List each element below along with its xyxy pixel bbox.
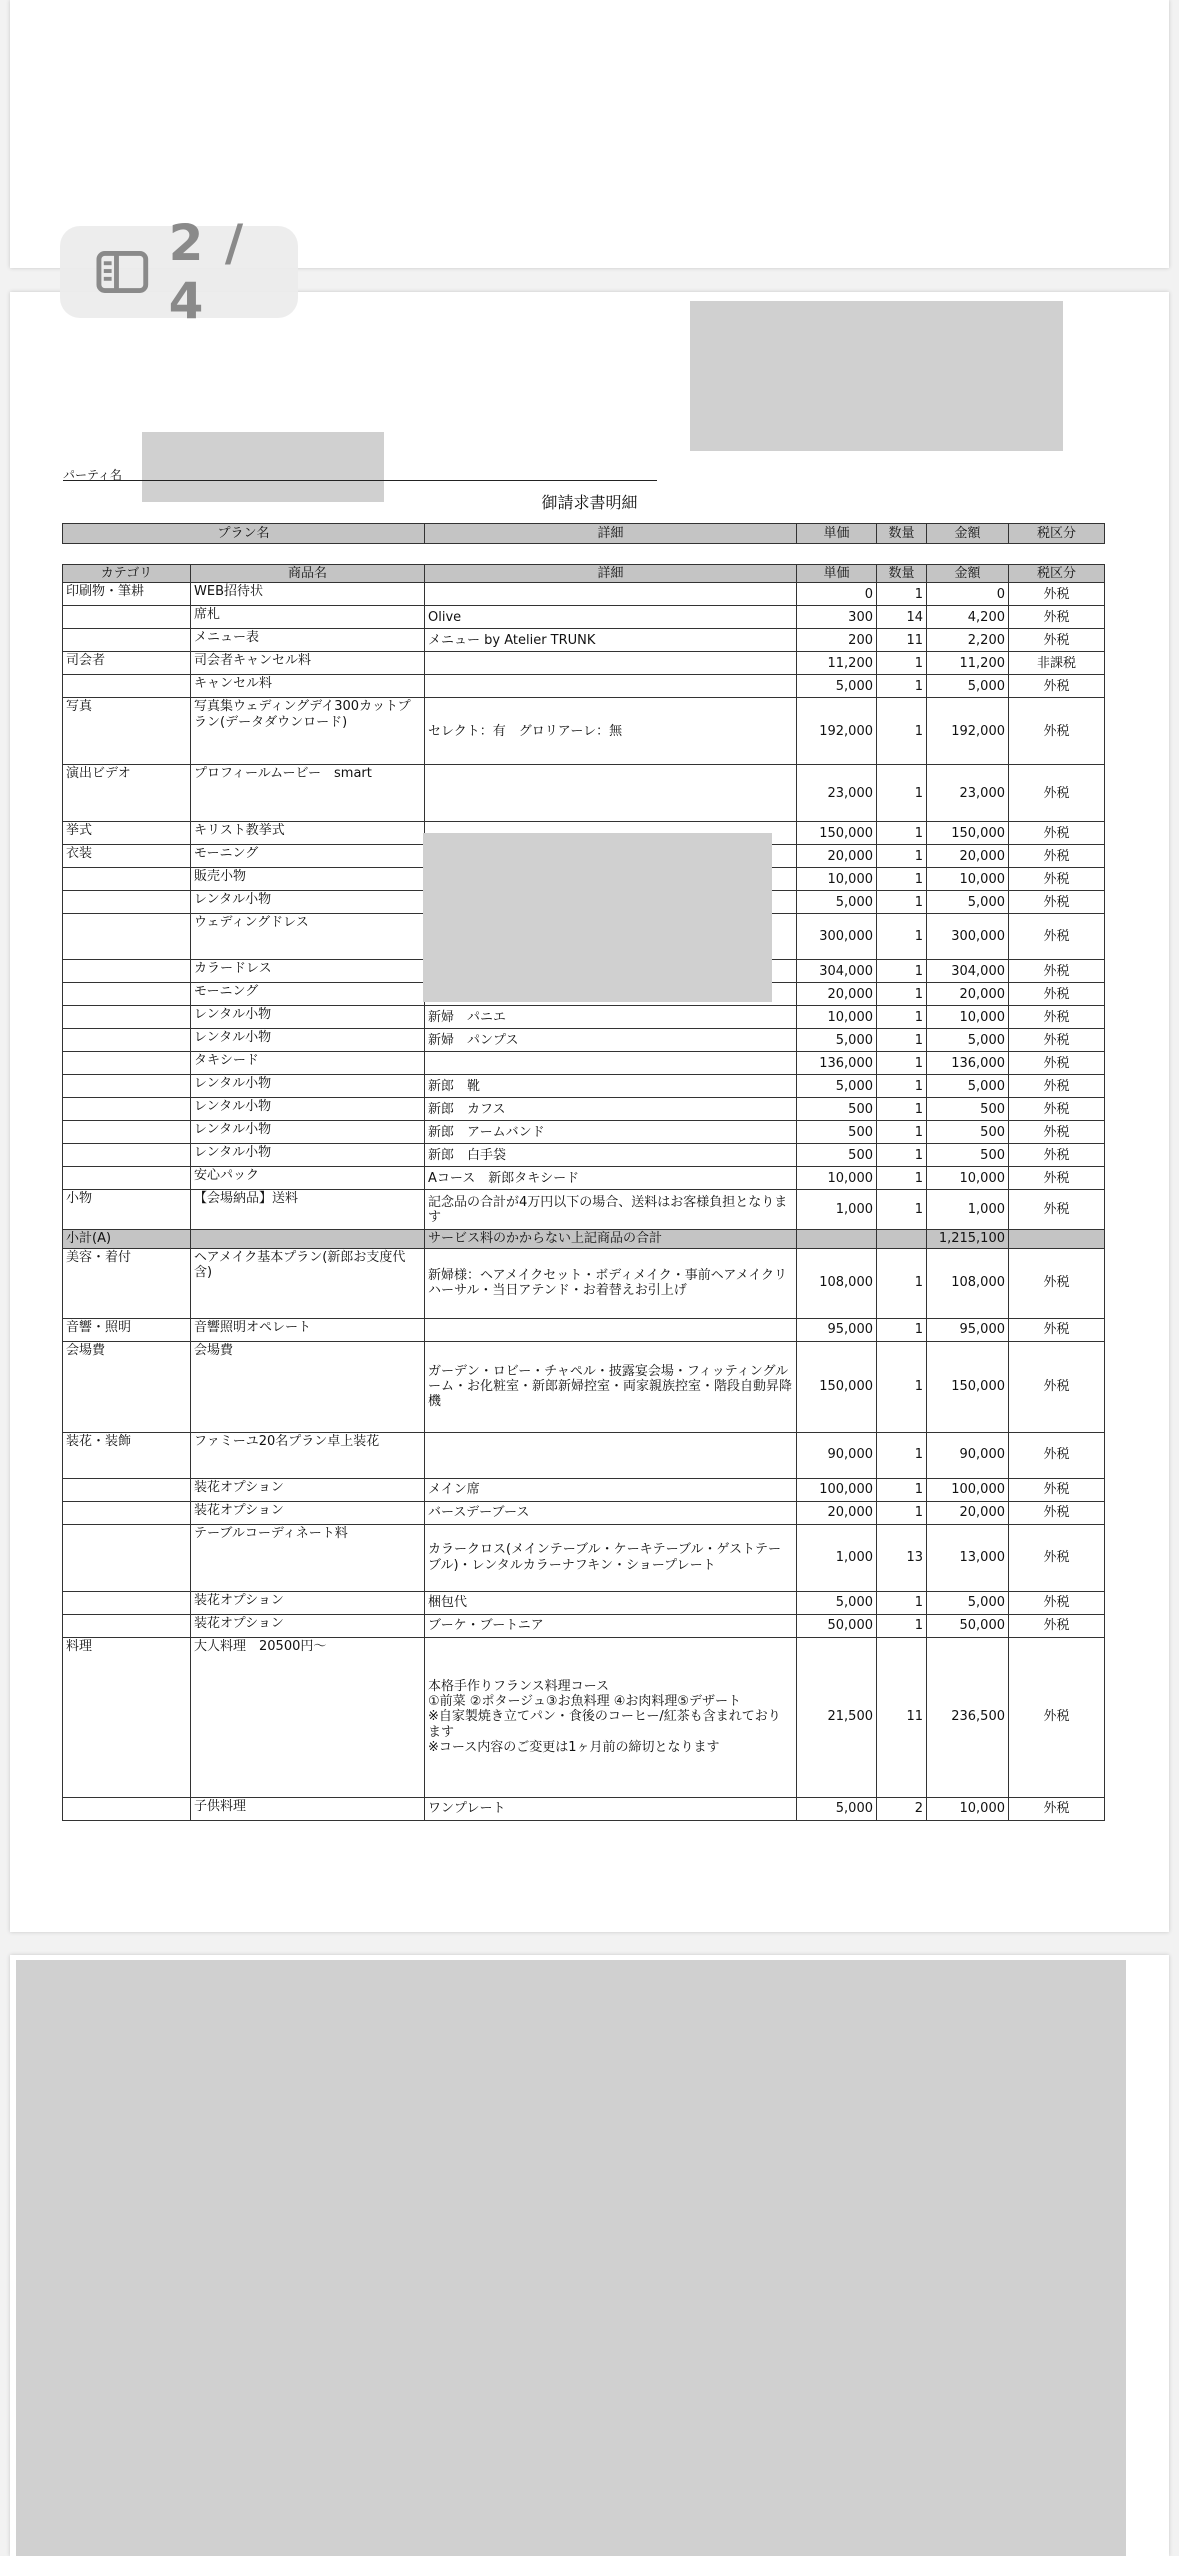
amount-cell: 192,000: [927, 698, 1009, 765]
amount-cell: 4,200: [927, 606, 1009, 629]
product-name-cell: カラードレス: [191, 960, 425, 983]
detail-cell: 新郎 白手袋: [425, 1144, 797, 1167]
detail-cell: [425, 675, 797, 698]
amount-cell: 90,000: [927, 1432, 1009, 1478]
redacted-logo-area: [690, 301, 1063, 451]
unit-price-cell: 10,000: [797, 1006, 877, 1029]
amount-cell: 5,000: [927, 891, 1009, 914]
amount-cell: 10,000: [927, 1167, 1009, 1190]
detail-cell: メニュー by Atelier TRUNK: [425, 629, 797, 652]
table-row: [63, 1006, 1105, 1029]
product-name-cell: モーニング: [191, 983, 425, 1006]
unit-price-cell: 300: [797, 606, 877, 629]
quantity-cell: 1: [877, 960, 927, 983]
table-row: [63, 1524, 1105, 1591]
items-header-cell: 詳細: [425, 565, 797, 583]
category-cell: 印刷物・筆耕: [63, 583, 191, 606]
category-cell: [63, 1591, 191, 1614]
plan-header-cell: 数量: [877, 524, 927, 544]
category-cell: [63, 629, 191, 652]
table-row: [63, 1797, 1105, 1820]
tax-type-cell: 外税: [1009, 1614, 1105, 1637]
unit-price-cell: 192,000: [797, 698, 877, 765]
table-row: [63, 1121, 1105, 1144]
table-row: [63, 1190, 1105, 1230]
category-cell: [63, 960, 191, 983]
product-name-cell: [191, 1230, 425, 1248]
quantity-cell: 1: [877, 1318, 927, 1341]
detail-cell: 梱包代: [425, 1591, 797, 1614]
product-name-cell: 安心パック: [191, 1167, 425, 1190]
tax-type-cell: 外税: [1009, 1144, 1105, 1167]
category-cell: 会場費: [63, 1341, 191, 1432]
tax-type-cell: 外税: [1009, 1797, 1105, 1820]
category-cell: [63, 1006, 191, 1029]
detail-cell: 新郎 靴: [425, 1075, 797, 1098]
amount-cell: 136,000: [927, 1052, 1009, 1075]
unit-price-cell: 50,000: [797, 1614, 877, 1637]
unit-price-cell: 90,000: [797, 1432, 877, 1478]
tax-type-cell: 外税: [1009, 1501, 1105, 1524]
quantity-cell: 13: [877, 1524, 927, 1591]
product-name-cell: 装花オプション: [191, 1614, 425, 1637]
quantity-cell: 1: [877, 1052, 927, 1075]
tax-type-cell: 外税: [1009, 583, 1105, 606]
unit-price-cell: 1,000: [797, 1190, 877, 1230]
unit-price-cell: 108,000: [797, 1248, 877, 1318]
product-name-cell: 装花オプション: [191, 1478, 425, 1501]
product-name-cell: レンタル小物: [191, 891, 425, 914]
detail-cell: [425, 652, 797, 675]
party-name-underline: [63, 480, 657, 481]
detail-cell: ワンプレート: [425, 1797, 797, 1820]
detail-cell: セレクト：有 グロリアーレ：無: [425, 698, 797, 765]
amount-cell: 5,000: [927, 1075, 1009, 1098]
unit-price-cell: 150,000: [797, 1341, 877, 1432]
tax-type-cell: 外税: [1009, 1432, 1105, 1478]
category-cell: [63, 914, 191, 960]
quantity-cell: 1: [877, 1029, 927, 1052]
quantity-cell: 1: [877, 914, 927, 960]
amount-cell: 20,000: [927, 1501, 1009, 1524]
items-header-row: [63, 565, 1105, 583]
plan-header-cell: プラン名: [63, 524, 425, 544]
items-header-cell: カテゴリ: [63, 565, 191, 583]
tax-type-cell: 外税: [1009, 1591, 1105, 1614]
category-cell: 小物: [63, 1190, 191, 1230]
quantity-cell: 1: [877, 1190, 927, 1230]
product-name-cell: モーニング: [191, 845, 425, 868]
detail-cell: カラークロス(メインテーブル・ケーキテーブル・ゲストテーブル)・レンタルカラーナフキン・ショープレート: [425, 1524, 797, 1591]
tax-type-cell: 外税: [1009, 1248, 1105, 1318]
quantity-cell: 1: [877, 1591, 927, 1614]
quantity-cell: [877, 1230, 927, 1248]
tax-type-cell: 外税: [1009, 1167, 1105, 1190]
quantity-cell: 1: [877, 698, 927, 765]
detail-cell: サービス料のかからない上記商品の合計: [425, 1230, 797, 1248]
detail-cell: Olive: [425, 606, 797, 629]
party-name-label: パーティ名: [63, 468, 123, 482]
unit-price-cell: 23,000: [797, 765, 877, 822]
category-cell: [63, 1121, 191, 1144]
product-name-cell: 子供料理: [191, 1797, 425, 1820]
unit-price-cell: 20,000: [797, 1501, 877, 1524]
table-row: [63, 765, 1105, 822]
product-name-cell: ウェディングドレス: [191, 914, 425, 960]
unit-price-cell: 200: [797, 629, 877, 652]
product-name-cell: テーブルコーディネート料: [191, 1524, 425, 1591]
product-name-cell: メニュー表: [191, 629, 425, 652]
category-cell: [63, 1052, 191, 1075]
detail-cell: [425, 765, 797, 822]
tax-type-cell: 外税: [1009, 675, 1105, 698]
amount-cell: 500: [927, 1098, 1009, 1121]
tax-type-cell: 外税: [1009, 891, 1105, 914]
items-header-cell: 税区分: [1009, 565, 1105, 583]
product-name-cell: レンタル小物: [191, 1075, 425, 1098]
plan-header-cell: 金額: [927, 524, 1009, 544]
invoice-document: [10, 292, 1169, 1932]
unit-price-cell: 20,000: [797, 983, 877, 1006]
tax-type-cell: 外税: [1009, 868, 1105, 891]
amount-cell: 500: [927, 1144, 1009, 1167]
tax-type-cell: 外税: [1009, 1006, 1105, 1029]
tax-type-cell: 外税: [1009, 1098, 1105, 1121]
amount-cell: 500: [927, 1121, 1009, 1144]
items-table: [62, 564, 1105, 1821]
product-name-cell: キリスト教挙式: [191, 822, 425, 845]
detail-cell: 新婦 パンプス: [425, 1029, 797, 1052]
product-name-cell: 大人料理 20500円～: [191, 1637, 425, 1797]
page-indicator[interactable]: [60, 214, 298, 330]
current-page[interactable]: [10, 292, 1169, 1932]
category-cell: [63, 1144, 191, 1167]
table-row: [63, 652, 1105, 675]
category-cell: [63, 868, 191, 891]
detail-cell: 本格手作りフランス料理コース ①前菜 ②ポタージュ③お魚料理 ④お肉料理⑤デザート ※自家製焼き立てパン・食後のコーヒー/紅茶も含まれております ※コース内容のご変更は1ヶ月前の締切となります: [425, 1637, 797, 1797]
category-cell: [63, 1614, 191, 1637]
amount-cell: 1,215,100: [927, 1230, 1009, 1248]
redacted-next-page-content: [16, 1960, 1126, 2556]
tax-type-cell: 外税: [1009, 1341, 1105, 1432]
detail-cell: [425, 583, 797, 606]
amount-cell: 300,000: [927, 914, 1009, 960]
tax-type-cell: 外税: [1009, 1478, 1105, 1501]
detail-cell: [425, 1052, 797, 1075]
category-cell: [63, 1797, 191, 1820]
category-cell: 小計(A): [63, 1230, 191, 1248]
tax-type-cell: 外税: [1009, 1075, 1105, 1098]
document-title: 御請求書明細: [541, 493, 638, 512]
tax-type-cell: 外税: [1009, 629, 1105, 652]
tax-type-cell: 外税: [1009, 1190, 1105, 1230]
product-name-cell: レンタル小物: [191, 1029, 425, 1052]
plan-table: [62, 523, 1105, 544]
tax-type-cell: 外税: [1009, 1029, 1105, 1052]
category-cell: [63, 1478, 191, 1501]
tax-type-cell: 外税: [1009, 983, 1105, 1006]
table-row: [63, 1318, 1105, 1341]
category-cell: 挙式: [63, 822, 191, 845]
quantity-cell: 1: [877, 675, 927, 698]
plan-header-cell: 単価: [797, 524, 877, 544]
category-cell: [63, 1075, 191, 1098]
quantity-cell: 1: [877, 1075, 927, 1098]
items-header-cell: 商品名: [191, 565, 425, 583]
category-cell: [63, 1098, 191, 1121]
tax-type-cell: 外税: [1009, 698, 1105, 765]
category-cell: 司会者: [63, 652, 191, 675]
category-cell: [63, 606, 191, 629]
unit-price-cell: 5,000: [797, 1075, 877, 1098]
tax-type-cell: 外税: [1009, 765, 1105, 822]
amount-cell: 10,000: [927, 1797, 1009, 1820]
amount-cell: 2,200: [927, 629, 1009, 652]
unit-price-cell: 300,000: [797, 914, 877, 960]
amount-cell: 23,000: [927, 765, 1009, 822]
quantity-cell: 1: [877, 822, 927, 845]
amount-cell: 236,500: [927, 1637, 1009, 1797]
tax-type-cell: 外税: [1009, 845, 1105, 868]
table-row: [63, 583, 1105, 606]
detail-cell: バースデーブース: [425, 1501, 797, 1524]
product-name-cell: キャンセル料: [191, 675, 425, 698]
tax-type-cell: 外税: [1009, 914, 1105, 960]
product-name-cell: 会場費: [191, 1341, 425, 1432]
category-cell: 演出ビデオ: [63, 765, 191, 822]
category-cell: 衣装: [63, 845, 191, 868]
quantity-cell: 1: [877, 583, 927, 606]
amount-cell: 10,000: [927, 868, 1009, 891]
table-row: [63, 629, 1105, 652]
quantity-cell: 1: [877, 891, 927, 914]
table-row: [63, 1075, 1105, 1098]
amount-cell: 304,000: [927, 960, 1009, 983]
product-name-cell: 音響照明オペレート: [191, 1318, 425, 1341]
product-name-cell: レンタル小物: [191, 1121, 425, 1144]
category-cell: [63, 675, 191, 698]
category-cell: [63, 1524, 191, 1591]
unit-price-cell: 100,000: [797, 1478, 877, 1501]
unit-price-cell: 150,000: [797, 822, 877, 845]
quantity-cell: 14: [877, 606, 927, 629]
quantity-cell: 1: [877, 765, 927, 822]
tax-type-cell: 外税: [1009, 1052, 1105, 1075]
category-cell: [63, 1167, 191, 1190]
product-name-cell: プロフィールムービー smart: [191, 765, 425, 822]
unit-price-cell: 11,200: [797, 652, 877, 675]
table-row: [63, 1341, 1105, 1432]
unit-price-cell: 5,000: [797, 1797, 877, 1820]
detail-cell: [425, 1432, 797, 1478]
tax-type-cell: 外税: [1009, 1318, 1105, 1341]
category-cell: 音響・照明: [63, 1318, 191, 1341]
category-cell: 装花・装飾: [63, 1432, 191, 1478]
product-name-cell: WEB招待状: [191, 583, 425, 606]
amount-cell: 0: [927, 583, 1009, 606]
unit-price-cell: 10,000: [797, 1167, 877, 1190]
table-row: [63, 1144, 1105, 1167]
unit-price-cell: 5,000: [797, 1591, 877, 1614]
tax-type-cell: 外税: [1009, 822, 1105, 845]
category-cell: [63, 1029, 191, 1052]
amount-cell: 20,000: [927, 845, 1009, 868]
detail-cell: 新婦様：ヘアメイクセット・ボディメイク・事前ヘアメイクリハーサル・当日アテンド・お着替えお引上げ: [425, 1248, 797, 1318]
quantity-cell: 1: [877, 1167, 927, 1190]
detail-cell: 記念品の合計が4万円以下の場合、送料はお客様負担となります: [425, 1190, 797, 1230]
tax-type-cell: 外税: [1009, 606, 1105, 629]
category-cell: 写真: [63, 698, 191, 765]
tax-type-cell: [1009, 1230, 1105, 1248]
detail-cell: Aコース 新郎タキシード: [425, 1167, 797, 1190]
quantity-cell: 11: [877, 629, 927, 652]
product-name-cell: ファミーユ20名プラン卓上装花: [191, 1432, 425, 1478]
quantity-cell: 1: [877, 845, 927, 868]
unit-price-cell: 20,000: [797, 845, 877, 868]
amount-cell: 5,000: [927, 1029, 1009, 1052]
product-name-cell: 装花オプション: [191, 1501, 425, 1524]
quantity-cell: 2: [877, 1797, 927, 1820]
table-row: [63, 1248, 1105, 1318]
quantity-cell: 1: [877, 1341, 927, 1432]
plan-header-cell: 税区分: [1009, 524, 1105, 544]
unit-price-cell: 21,500: [797, 1637, 877, 1797]
product-name-cell: 【会場納品】送料: [191, 1190, 425, 1230]
detail-cell: 新婦 パニエ: [425, 1006, 797, 1029]
product-name-cell: レンタル小物: [191, 1144, 425, 1167]
page-number-text: 2 / 4: [168, 214, 246, 330]
quantity-cell: 1: [877, 983, 927, 1006]
quantity-cell: 1: [877, 1501, 927, 1524]
amount-cell: 5,000: [927, 675, 1009, 698]
amount-cell: 50,000: [927, 1614, 1009, 1637]
product-name-cell: 司会者キャンセル料: [191, 652, 425, 675]
unit-price-cell: 304,000: [797, 960, 877, 983]
table-row: [63, 1591, 1105, 1614]
unit-price-cell: 500: [797, 1144, 877, 1167]
product-name-cell: タキシード: [191, 1052, 425, 1075]
tax-type-cell: 外税: [1009, 1121, 1105, 1144]
detail-cell: ブーケ・ブートニア: [425, 1614, 797, 1637]
table-row: [63, 1478, 1105, 1501]
unit-price-cell: 5,000: [797, 675, 877, 698]
unit-price-cell: 136,000: [797, 1052, 877, 1075]
quantity-cell: 1: [877, 1478, 927, 1501]
quantity-cell: 1: [877, 1121, 927, 1144]
amount-cell: 10,000: [927, 1006, 1009, 1029]
category-cell: 料理: [63, 1637, 191, 1797]
category-cell: 美容・着付: [63, 1248, 191, 1318]
table-row: [63, 698, 1105, 765]
unit-price-cell: 500: [797, 1121, 877, 1144]
quantity-cell: 1: [877, 1614, 927, 1637]
table-row: [63, 675, 1105, 698]
product-name-cell: ヘアメイク基本プラン(新郎お支度代含): [191, 1248, 425, 1318]
product-name-cell: レンタル小物: [191, 1098, 425, 1121]
table-row: [63, 1052, 1105, 1075]
detail-cell: ガーデン・ロビー・チャペル・披露宴会場・フィッティングルーム・お化粧室・新郎新婦控室・両家親族控室・階段自動昇降機: [425, 1341, 797, 1432]
product-name-cell: 写真集ウェディングデイ300カットプラン(データダウンロード): [191, 698, 425, 765]
table-row: [63, 1098, 1105, 1121]
unit-price-cell: 0: [797, 583, 877, 606]
amount-cell: 150,000: [927, 1341, 1009, 1432]
table-row: [63, 1637, 1105, 1797]
quantity-cell: 1: [877, 1098, 927, 1121]
unit-price-cell: [797, 1230, 877, 1248]
amount-cell: 150,000: [927, 822, 1009, 845]
amount-cell: 13,000: [927, 1524, 1009, 1591]
table-row: [63, 1432, 1105, 1478]
unit-price-cell: 10,000: [797, 868, 877, 891]
redacted-costume-details: [423, 833, 772, 1002]
product-name-cell: 販売小物: [191, 868, 425, 891]
unit-price-cell: 5,000: [797, 1029, 877, 1052]
amount-cell: 11,200: [927, 652, 1009, 675]
subtotal-row: [63, 1230, 1105, 1248]
amount-cell: 108,000: [927, 1248, 1009, 1318]
detail-cell: 新郎 アームバンド: [425, 1121, 797, 1144]
amount-cell: 100,000: [927, 1478, 1009, 1501]
quantity-cell: 1: [877, 652, 927, 675]
tax-type-cell: 外税: [1009, 960, 1105, 983]
table-row: [63, 1167, 1105, 1190]
product-name-cell: 席札: [191, 606, 425, 629]
sidebar-panel-icon: [96, 250, 149, 294]
category-cell: [63, 891, 191, 914]
quantity-cell: 11: [877, 1637, 927, 1797]
product-name-cell: レンタル小物: [191, 1006, 425, 1029]
amount-cell: 1,000: [927, 1190, 1009, 1230]
amount-cell: 20,000: [927, 983, 1009, 1006]
unit-price-cell: 5,000: [797, 891, 877, 914]
table-row: [63, 1614, 1105, 1637]
quantity-cell: 1: [877, 1006, 927, 1029]
plan-header-row: [63, 524, 1105, 544]
unit-price-cell: 95,000: [797, 1318, 877, 1341]
items-header-cell: 数量: [877, 565, 927, 583]
unit-price-cell: 500: [797, 1098, 877, 1121]
table-row: [63, 1501, 1105, 1524]
quantity-cell: 1: [877, 1144, 927, 1167]
unit-price-cell: 1,000: [797, 1524, 877, 1591]
table-row: [63, 606, 1105, 629]
tax-type-cell: 外税: [1009, 1524, 1105, 1591]
plan-header-cell: 詳細: [425, 524, 797, 544]
product-name-cell: 装花オプション: [191, 1591, 425, 1614]
category-cell: [63, 983, 191, 1006]
detail-cell: 新郎 カフス: [425, 1098, 797, 1121]
items-header-cell: 単価: [797, 565, 877, 583]
table-row: [63, 1029, 1105, 1052]
next-page[interactable]: [10, 1955, 1169, 2556]
category-cell: [63, 1501, 191, 1524]
items-header-cell: 金額: [927, 565, 1009, 583]
tax-type-cell: 外税: [1009, 1637, 1105, 1797]
quantity-cell: 1: [877, 1432, 927, 1478]
quantity-cell: 1: [877, 1248, 927, 1318]
detail-cell: メイン席: [425, 1478, 797, 1501]
quantity-cell: 1: [877, 868, 927, 891]
amount-cell: 95,000: [927, 1318, 1009, 1341]
amount-cell: 5,000: [927, 1591, 1009, 1614]
detail-cell: [425, 1318, 797, 1341]
tax-type-cell: 非課税: [1009, 652, 1105, 675]
